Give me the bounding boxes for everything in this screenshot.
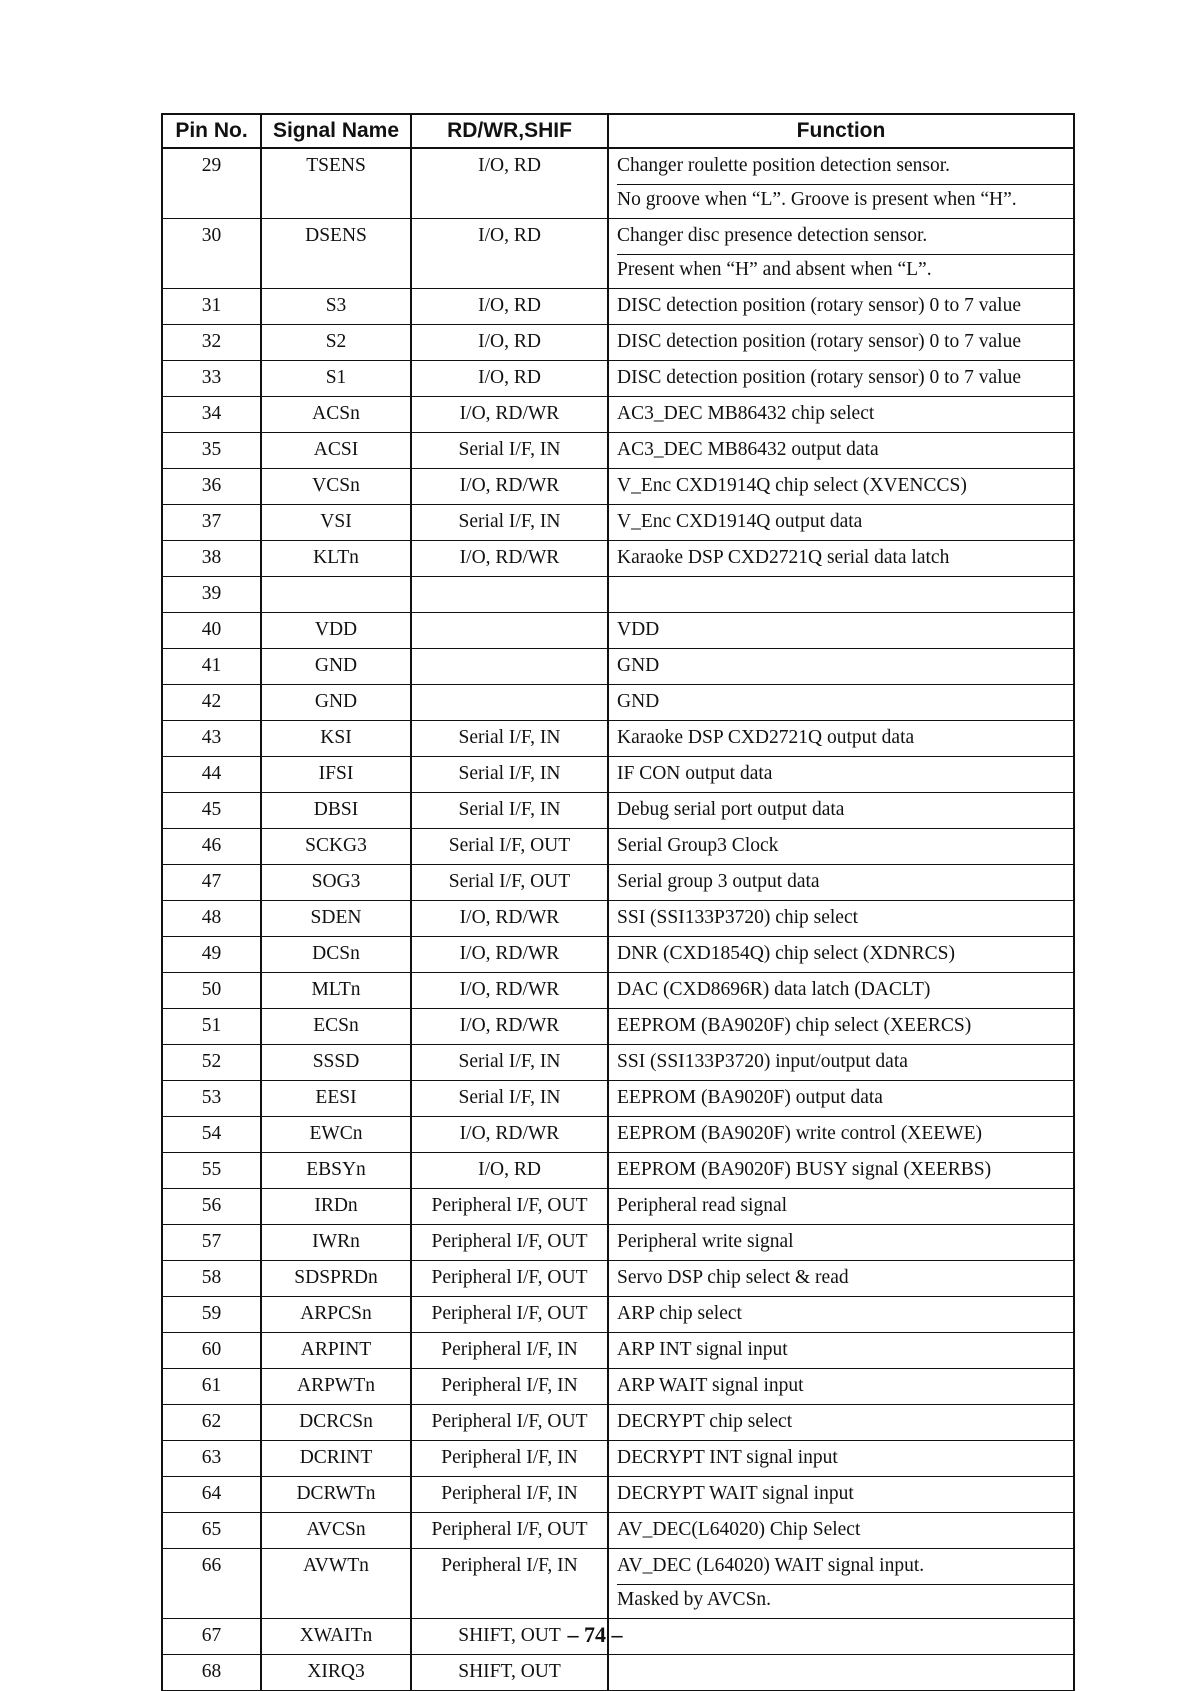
signal-name-cell: AVCSn: [261, 1513, 411, 1549]
function-cell: [608, 793, 1074, 829]
pin-number-cell: 66: [162, 1549, 261, 1619]
rd-wr-cell: Peripheral I/F, OUT: [411, 1189, 608, 1225]
pin-number-cell: 37: [162, 505, 261, 541]
function-line: ARP chip select: [617, 1303, 742, 1324]
function-cell: [608, 1117, 1074, 1153]
function-line: DECRYPT WAIT signal input: [617, 1483, 854, 1504]
pin-number-cell: 65: [162, 1513, 261, 1549]
rd-wr-cell: Peripheral I/F, IN: [411, 1549, 608, 1619]
function-line: EEPROM (BA9020F) BUSY signal (XEERBS): [617, 1159, 992, 1180]
pin-number-cell: 45: [162, 793, 261, 829]
rd-wr-cell: Peripheral I/F, OUT: [411, 1513, 608, 1549]
function-line: Serial group 3 output data: [617, 871, 820, 892]
pin-number-cell: 67: [162, 1619, 261, 1655]
function-line: EEPROM (BA9020F) chip select (XEERCS): [617, 1015, 972, 1036]
pin-number-cell: 59: [162, 1297, 261, 1333]
signal-name-cell: ACSI: [261, 433, 411, 469]
table-row: [162, 1045, 1074, 1081]
signal-name-cell: GND: [261, 685, 411, 721]
signal-name-cell: IFSI: [261, 757, 411, 793]
signal-name-cell: VSI: [261, 505, 411, 541]
table-row: [162, 433, 1074, 469]
function-cell: [608, 1369, 1074, 1405]
function-line: SSI (SSI133P3720) input/output data: [617, 1051, 908, 1072]
rd-wr-cell: Peripheral I/F, IN: [411, 1441, 608, 1477]
function-line: Peripheral write signal: [617, 1231, 794, 1252]
table-row: [162, 1513, 1074, 1549]
function-cell: [608, 1045, 1074, 1081]
signal-name-cell: SCKG3: [261, 829, 411, 865]
header-function: Function: [608, 114, 1074, 148]
pin-number-cell: 43: [162, 721, 261, 757]
table-row: [162, 148, 1074, 219]
signal-name-cell: DCRCSn: [261, 1405, 411, 1441]
pin-number-cell: 60: [162, 1333, 261, 1369]
table-row: [162, 1261, 1074, 1297]
table-row: [162, 613, 1074, 649]
signal-name-cell: VCSn: [261, 469, 411, 505]
table-body: [162, 148, 1074, 1691]
pin-number-cell: 52: [162, 1045, 261, 1081]
function-line: DISC detection position (rotary sensor) 0 to 7 value: [617, 331, 1022, 352]
rd-wr-cell: Serial I/F, OUT: [411, 829, 608, 865]
signal-name-cell: ARPWTn: [261, 1369, 411, 1405]
rd-wr-cell: I/O, RD/WR: [411, 1009, 608, 1045]
function-line: AC3_DEC MB86432 chip select: [617, 403, 875, 424]
function-cell: [608, 577, 1074, 613]
pin-number-cell: 62: [162, 1405, 261, 1441]
function-cell: [608, 937, 1074, 973]
function-cell: [608, 289, 1074, 325]
function-cell: [608, 433, 1074, 469]
rd-wr-cell: Peripheral I/F, IN: [411, 1369, 608, 1405]
rd-wr-cell: Serial I/F, OUT: [411, 865, 608, 901]
function-line: V_Enc CXD1914Q chip select (XVENCCS): [617, 475, 967, 496]
rd-wr-cell: Peripheral I/F, OUT: [411, 1297, 608, 1333]
function-line: DECRYPT INT signal input: [617, 1447, 838, 1468]
signal-name-cell: [261, 577, 411, 613]
signal-name-cell: AVWTn: [261, 1549, 411, 1619]
signal-name-cell: EWCn: [261, 1117, 411, 1153]
signal-name-cell: S1: [261, 361, 411, 397]
function-line: V_Enc CXD1914Q output data: [617, 511, 863, 532]
rd-wr-cell: I/O, RD/WR: [411, 541, 608, 577]
table-row: [162, 1297, 1074, 1333]
function-cell: [608, 1655, 1074, 1691]
pin-number-cell: 54: [162, 1117, 261, 1153]
rd-wr-cell: I/O, RD/WR: [411, 397, 608, 433]
signal-name-cell: GND: [261, 649, 411, 685]
pin-number-cell: 51: [162, 1009, 261, 1045]
function-line: Serial Group3 Clock: [617, 835, 779, 856]
function-line: AC3_DEC MB86432 output data: [617, 439, 879, 460]
function-cell: [608, 361, 1074, 397]
function-cell: [608, 1441, 1074, 1477]
pin-number-cell: 30: [162, 219, 261, 289]
pin-number-cell: 56: [162, 1189, 261, 1225]
function-line: IF CON output data: [617, 763, 773, 784]
function-cell: [608, 219, 1074, 289]
function-cell: [608, 505, 1074, 541]
signal-name-cell: IRDn: [261, 1189, 411, 1225]
rd-wr-cell: Peripheral I/F, IN: [411, 1333, 608, 1369]
table-row: [162, 793, 1074, 829]
signal-name-cell: ACSn: [261, 397, 411, 433]
function-line: Debug serial port output data: [617, 799, 845, 820]
function-line: GND: [617, 691, 660, 712]
table-row: [162, 1369, 1074, 1405]
function-cell: [608, 1513, 1074, 1549]
rd-wr-cell: Serial I/F, IN: [411, 433, 608, 469]
rd-wr-cell: Serial I/F, IN: [411, 1045, 608, 1081]
signal-name-cell: DBSI: [261, 793, 411, 829]
pin-number-cell: 33: [162, 361, 261, 397]
function-line: DISC detection position (rotary sensor) 0 to 7 value: [617, 367, 1022, 388]
function-cell: [608, 1477, 1074, 1513]
table-row: [162, 721, 1074, 757]
table-row: [162, 469, 1074, 505]
function-cell: [608, 1549, 1074, 1619]
table-row: [162, 937, 1074, 973]
signal-name-cell: KLTn: [261, 541, 411, 577]
header-pin-no: Pin No.: [162, 114, 261, 148]
signal-name-cell: SSSD: [261, 1045, 411, 1081]
signal-name-cell: VDD: [261, 613, 411, 649]
rd-wr-cell: Serial I/F, IN: [411, 793, 608, 829]
function-line: Karaoke DSP CXD2721Q output data: [617, 727, 915, 748]
function-cell: [608, 865, 1074, 901]
rd-wr-cell: I/O, RD: [411, 289, 608, 325]
function-line: Changer roulette position detection sensor.: [617, 155, 951, 176]
table-row: [162, 1153, 1074, 1189]
rd-wr-cell: I/O, RD/WR: [411, 1117, 608, 1153]
function-cell: [608, 1009, 1074, 1045]
function-cell: [608, 1333, 1074, 1369]
pin-number-cell: 58: [162, 1261, 261, 1297]
function-line: Changer disc presence detection sensor.: [617, 225, 928, 246]
pin-number-cell: 40: [162, 613, 261, 649]
pin-number-cell: 44: [162, 757, 261, 793]
pin-number-cell: 36: [162, 469, 261, 505]
signal-name-cell: MLTn: [261, 973, 411, 1009]
function-line: Karaoke DSP CXD2721Q serial data latch: [617, 547, 950, 568]
header-signal-name: Signal Name: [261, 114, 411, 148]
table-row: [162, 757, 1074, 793]
function-line: Masked by AVCSn.: [617, 1584, 1073, 1618]
function-line: ARP INT signal input: [617, 1339, 788, 1360]
rd-wr-cell: I/O, RD: [411, 148, 608, 219]
table-row: [162, 1081, 1074, 1117]
rd-wr-cell: [411, 577, 608, 613]
table-row: [162, 397, 1074, 433]
signal-name-cell: KSI: [261, 721, 411, 757]
pin-number-cell: 31: [162, 289, 261, 325]
signal-name-cell: XWAITn: [261, 1619, 411, 1655]
function-line: EEPROM (BA9020F) write control (XEEWE): [617, 1123, 983, 1144]
rd-wr-cell: I/O, RD: [411, 219, 608, 289]
function-cell: [608, 901, 1074, 937]
table-row: [162, 865, 1074, 901]
function-cell: [608, 541, 1074, 577]
signal-name-cell: IWRn: [261, 1225, 411, 1261]
signal-name-cell: XIRQ3: [261, 1655, 411, 1691]
function-line: No groove when “L”. Groove is present when “H”.: [617, 184, 1073, 218]
pin-number-cell: 41: [162, 649, 261, 685]
function-cell: [608, 685, 1074, 721]
pin-number-cell: 61: [162, 1369, 261, 1405]
function-line: [617, 1657, 1073, 1690]
function-line: SSI (SSI133P3720) chip select: [617, 907, 859, 928]
function-cell: [608, 1225, 1074, 1261]
function-cell: [608, 1405, 1074, 1441]
table-row: [162, 325, 1074, 361]
pin-number-cell: 57: [162, 1225, 261, 1261]
table-row: [162, 901, 1074, 937]
function-cell: [608, 1261, 1074, 1297]
table-row: [162, 289, 1074, 325]
rd-wr-cell: SHIFT, OUT: [411, 1619, 608, 1655]
table-row: [162, 541, 1074, 577]
signal-name-cell: ARPINT: [261, 1333, 411, 1369]
pin-number-cell: 48: [162, 901, 261, 937]
function-cell: [608, 973, 1074, 1009]
signal-name-cell: TSENS: [261, 148, 411, 219]
function-cell: [608, 148, 1074, 219]
table-row: [162, 685, 1074, 721]
table-row: [162, 1117, 1074, 1153]
function-line: Servo DSP chip select & read: [617, 1267, 849, 1288]
pin-number-cell: 64: [162, 1477, 261, 1513]
function-cell: [608, 613, 1074, 649]
rd-wr-cell: I/O, RD/WR: [411, 973, 608, 1009]
table-row: [162, 1333, 1074, 1369]
function-cell: [608, 757, 1074, 793]
rd-wr-cell: [411, 613, 608, 649]
function-line: GND: [617, 655, 660, 676]
header-rd-wr: RD/WR,SHIF: [411, 114, 608, 148]
table-row: [162, 1189, 1074, 1225]
function-cell: [608, 325, 1074, 361]
pin-number-cell: 55: [162, 1153, 261, 1189]
pin-number-cell: 32: [162, 325, 261, 361]
function-line: VDD: [617, 619, 660, 640]
signal-name-cell: SDEN: [261, 901, 411, 937]
pin-function-table: [161, 113, 1075, 1691]
table-row: [162, 1477, 1074, 1513]
table-row: [162, 649, 1074, 685]
function-cell: [608, 829, 1074, 865]
function-cell: [608, 1297, 1074, 1333]
rd-wr-cell: I/O, RD/WR: [411, 901, 608, 937]
pin-number-cell: 53: [162, 1081, 261, 1117]
function-line: Present when “H” and absent when “L”.: [617, 254, 1073, 288]
pin-number-cell: 34: [162, 397, 261, 433]
rd-wr-cell: SHIFT, OUT: [411, 1655, 608, 1691]
pin-number-cell: 63: [162, 1441, 261, 1477]
pin-number-cell: 35: [162, 433, 261, 469]
table-row: [162, 1405, 1074, 1441]
pin-number-cell: 47: [162, 865, 261, 901]
table-row: [162, 829, 1074, 865]
pin-number-cell: 29: [162, 148, 261, 219]
rd-wr-cell: Peripheral I/F, OUT: [411, 1405, 608, 1441]
rd-wr-cell: I/O, RD/WR: [411, 469, 608, 505]
table-row: [162, 1009, 1074, 1045]
pin-number-cell: 42: [162, 685, 261, 721]
pin-number-cell: 49: [162, 937, 261, 973]
function-cell: [608, 721, 1074, 757]
table-row: [162, 1225, 1074, 1261]
table-row: [162, 1655, 1074, 1691]
table-row: [162, 219, 1074, 289]
signal-name-cell: ARPCSn: [261, 1297, 411, 1333]
function-line: DAC (CXD8696R) data latch (DACLT): [617, 979, 931, 1000]
rd-wr-cell: Peripheral I/F, OUT: [411, 1261, 608, 1297]
rd-wr-cell: Serial I/F, IN: [411, 721, 608, 757]
table-header: [162, 114, 1074, 148]
rd-wr-cell: I/O, RD/WR: [411, 937, 608, 973]
table-row: [162, 505, 1074, 541]
table-row: [162, 1441, 1074, 1477]
function-line: DECRYPT chip select: [617, 1411, 793, 1432]
signal-name-cell: DCSn: [261, 937, 411, 973]
table-row: [162, 361, 1074, 397]
signal-name-cell: EESI: [261, 1081, 411, 1117]
rd-wr-cell: Serial I/F, IN: [411, 757, 608, 793]
rd-wr-cell: I/O, RD: [411, 325, 608, 361]
signal-name-cell: SOG3: [261, 865, 411, 901]
rd-wr-cell: [411, 649, 608, 685]
function-line: AV_DEC(L64020) Chip Select: [617, 1519, 861, 1540]
function-line: AV_DEC (L64020) WAIT signal input.: [617, 1555, 925, 1576]
function-line: Peripheral read signal: [617, 1195, 788, 1216]
rd-wr-cell: [411, 685, 608, 721]
signal-name-cell: S3: [261, 289, 411, 325]
pin-number-cell: 46: [162, 829, 261, 865]
function-cell: [608, 397, 1074, 433]
signal-name-cell: DSENS: [261, 219, 411, 289]
function-line: [617, 579, 1073, 612]
signal-name-cell: EBSYn: [261, 1153, 411, 1189]
rd-wr-cell: I/O, RD: [411, 1153, 608, 1189]
signal-name-cell: ECSn: [261, 1009, 411, 1045]
rd-wr-cell: Serial I/F, IN: [411, 505, 608, 541]
rd-wr-cell: I/O, RD: [411, 361, 608, 397]
table-row: [162, 1549, 1074, 1619]
function-cell: [608, 469, 1074, 505]
pin-number-cell: 50: [162, 973, 261, 1009]
function-line: ARP WAIT signal input: [617, 1375, 804, 1396]
table-row: [162, 577, 1074, 613]
rd-wr-cell: Serial I/F, IN: [411, 1081, 608, 1117]
signal-name-cell: DCRINT: [261, 1441, 411, 1477]
pin-number-cell: 68: [162, 1655, 261, 1691]
table-row: [162, 973, 1074, 1009]
function-line: DISC detection position (rotary sensor) 0 to 7 value: [617, 295, 1022, 316]
function-cell: [608, 1153, 1074, 1189]
pin-number-cell: 38: [162, 541, 261, 577]
function-line: EEPROM (BA9020F) output data: [617, 1087, 883, 1108]
rd-wr-cell: Peripheral I/F, IN: [411, 1477, 608, 1513]
rd-wr-cell: Peripheral I/F, OUT: [411, 1225, 608, 1261]
signal-name-cell: S2: [261, 325, 411, 361]
function-cell: [608, 1189, 1074, 1225]
function-cell: [608, 649, 1074, 685]
pin-number-cell: 39: [162, 577, 261, 613]
function-cell: [608, 1081, 1074, 1117]
signal-name-cell: DCRWTn: [261, 1477, 411, 1513]
function-line: DNR (CXD1854Q) chip select (XDNRCS): [617, 943, 955, 964]
page-number: – 74 –: [567, 1622, 623, 1647]
signal-name-cell: SDSPRDn: [261, 1261, 411, 1297]
